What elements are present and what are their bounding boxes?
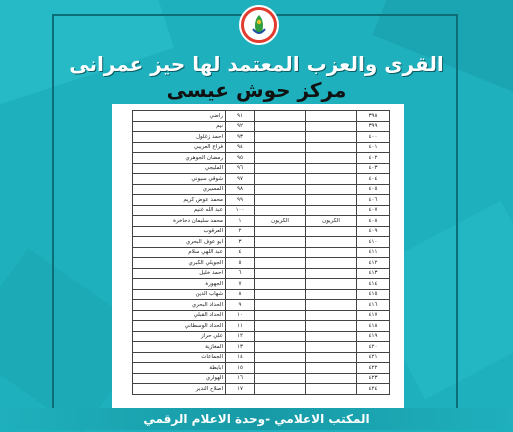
table-row	[133, 163, 390, 174]
row-number-cell: ٤٢٣	[357, 373, 390, 384]
village-cell	[255, 373, 306, 384]
row-number-cell: ٤٠٥	[357, 184, 390, 195]
district-cell	[306, 195, 357, 206]
hamlet-name-cell: الحداد البحري	[133, 300, 226, 311]
governorate-emblem-icon	[239, 5, 279, 45]
page-subtitle: مركز حوش عيسى	[166, 78, 347, 102]
row-number-cell: ٤٢٢	[357, 363, 390, 374]
table-row	[133, 111, 390, 122]
serial-cell: ٨	[226, 289, 255, 300]
village-cell	[255, 184, 306, 195]
serial-cell: ٧	[226, 279, 255, 290]
row-number-cell: ٤٠٢	[357, 153, 390, 164]
table-row	[133, 342, 390, 353]
serial-cell: ٤	[226, 247, 255, 258]
serial-cell: ٩٨	[226, 184, 255, 195]
hamlet-name-cell: الجويلي الكبري	[133, 258, 226, 269]
row-number-cell: ٤١٦	[357, 300, 390, 311]
hamlet-name-cell: الجهورة	[133, 279, 226, 290]
table-row	[133, 268, 390, 279]
district-cell	[306, 352, 357, 363]
row-number-cell: ٤٠١	[357, 142, 390, 153]
serial-cell: ٩	[226, 300, 255, 311]
hamlet-name-cell: الحداد الوسطاني	[133, 321, 226, 332]
hamlet-name-cell: محمد سليمان دحاخرة	[133, 216, 226, 227]
page-title: القرى والعزب المعتمد لها حيز عمرانى	[69, 52, 444, 76]
table-row	[133, 237, 390, 248]
serial-cell: ١٠٠	[226, 205, 255, 216]
table-row	[133, 258, 390, 269]
hamlet-name-cell: راضي	[133, 111, 226, 122]
district-cell	[306, 153, 357, 164]
serial-cell: ٩٦	[226, 163, 255, 174]
document-sheet	[112, 104, 404, 410]
serial-cell: ٢	[226, 226, 255, 237]
village-cell	[255, 132, 306, 143]
serial-cell: ٩١	[226, 111, 255, 122]
district-cell	[306, 163, 357, 174]
hamlet-name-cell: احمد زغلول	[133, 132, 226, 143]
row-number-cell: ٤٢٠	[357, 342, 390, 353]
row-number-cell: ٤٢١	[357, 352, 390, 363]
serial-cell: ١٠	[226, 310, 255, 321]
hamlet-name-cell: الحداد القبلي	[133, 310, 226, 321]
hamlet-name-cell: عبد الله غنيم	[133, 205, 226, 216]
district-cell	[306, 237, 357, 248]
table-row	[133, 153, 390, 164]
table-row	[133, 205, 390, 216]
table-row	[133, 300, 390, 311]
footer-caption: المكتب الاعلامي -وحدة الاعلام الرقمي	[0, 408, 513, 430]
village-cell	[255, 300, 306, 311]
hamlet-name-cell: ابو عوف البحري	[133, 237, 226, 248]
serial-cell: ١٢	[226, 331, 255, 342]
serial-cell: ١٦	[226, 373, 255, 384]
serial-cell: ١	[226, 216, 255, 227]
table-row	[133, 321, 390, 332]
row-number-cell: ٤٠٣	[357, 163, 390, 174]
table-row	[133, 216, 390, 227]
district-cell	[306, 363, 357, 374]
hamlet-name-cell: فراج العريبي	[133, 142, 226, 153]
village-cell: الكريون	[255, 216, 306, 227]
village-cell	[255, 342, 306, 353]
village-cell	[255, 258, 306, 269]
district-cell	[306, 321, 357, 332]
serial-cell: ٣	[226, 237, 255, 248]
village-cell	[255, 331, 306, 342]
village-cell	[255, 163, 306, 174]
serial-cell: ٩٧	[226, 174, 255, 185]
hamlet-name-cell: المسيري	[133, 184, 226, 195]
district-cell	[306, 384, 357, 395]
table-row	[133, 289, 390, 300]
row-number-cell: ٤٢٤	[357, 384, 390, 395]
serial-cell: ١٤	[226, 352, 255, 363]
village-cell	[255, 321, 306, 332]
district-cell	[306, 247, 357, 258]
table-row	[133, 352, 390, 363]
row-number-cell: ٤١٥	[357, 289, 390, 300]
district-cell	[306, 258, 357, 269]
district-cell	[306, 342, 357, 353]
row-number-cell: ٤١٣	[357, 268, 390, 279]
hamlet-name-cell: عبد اللهي سلام	[133, 247, 226, 258]
serial-cell: ٩٣	[226, 132, 255, 143]
row-number-cell: ٣٩٨	[357, 111, 390, 122]
table-row	[133, 195, 390, 206]
row-number-cell: ٤١٨	[357, 321, 390, 332]
village-cell	[255, 142, 306, 153]
hamlet-name-cell: العرقوب	[133, 226, 226, 237]
village-cell	[255, 153, 306, 164]
village-cell	[255, 195, 306, 206]
table-row	[133, 121, 390, 132]
village-cell	[255, 247, 306, 258]
village-cell	[255, 237, 306, 248]
serial-cell: ١٣	[226, 342, 255, 353]
district-cell	[306, 142, 357, 153]
row-number-cell: ٣٩٩	[357, 121, 390, 132]
table-row	[133, 373, 390, 384]
district-cell	[306, 279, 357, 290]
hamlet-name-cell: المغازية	[133, 342, 226, 353]
hamlet-name-cell: رمضان الجوهري	[133, 153, 226, 164]
district-cell	[306, 300, 357, 311]
village-cell	[255, 121, 306, 132]
hamlet-name-cell: الجماعات	[133, 352, 226, 363]
hamlet-name-cell: المليجي	[133, 163, 226, 174]
village-cell	[255, 352, 306, 363]
district-cell	[306, 132, 357, 143]
district-cell	[306, 310, 357, 321]
serial-cell: ١٥	[226, 363, 255, 374]
hamlet-name-cell: علي حراز	[133, 331, 226, 342]
row-number-cell: ٤١٩	[357, 331, 390, 342]
serial-cell: ٦	[226, 268, 255, 279]
table-row	[133, 331, 390, 342]
row-number-cell: ٤٠٤	[357, 174, 390, 185]
district-cell	[306, 174, 357, 185]
table-row	[133, 142, 390, 153]
district-cell	[306, 184, 357, 195]
row-number-cell: ٤١١	[357, 247, 390, 258]
village-cell	[255, 205, 306, 216]
district-cell	[306, 121, 357, 132]
villages-table	[132, 110, 390, 395]
village-cell	[255, 363, 306, 374]
hamlet-name-cell: نيم	[133, 121, 226, 132]
row-number-cell: ٤١٧	[357, 310, 390, 321]
row-number-cell: ٤٠٩	[357, 226, 390, 237]
table-row	[133, 384, 390, 395]
hamlet-name-cell: اصلاح الندير	[133, 384, 226, 395]
serial-cell: ٥	[226, 258, 255, 269]
table-row	[133, 279, 390, 290]
village-cell	[255, 111, 306, 122]
row-number-cell: ٤٠٨	[357, 216, 390, 227]
serial-cell: ٩٢	[226, 121, 255, 132]
district-cell	[306, 226, 357, 237]
district-cell	[306, 268, 357, 279]
village-cell	[255, 268, 306, 279]
serial-cell: ٩٩	[226, 195, 255, 206]
row-number-cell: ٤٠٠	[357, 132, 390, 143]
district-cell	[306, 289, 357, 300]
village-cell	[255, 384, 306, 395]
district-cell	[306, 111, 357, 122]
table-row	[133, 363, 390, 374]
village-cell	[255, 289, 306, 300]
village-cell	[255, 310, 306, 321]
district-cell	[306, 205, 357, 216]
table-row	[133, 174, 390, 185]
village-cell	[255, 174, 306, 185]
district-cell: الكريون	[306, 216, 357, 227]
table-row	[133, 184, 390, 195]
serial-cell: ٩٥	[226, 153, 255, 164]
row-number-cell: ٤١٢	[357, 258, 390, 269]
serial-cell: ١١	[226, 321, 255, 332]
district-cell	[306, 331, 357, 342]
district-cell	[306, 373, 357, 384]
row-number-cell: ٤١٠	[357, 237, 390, 248]
table-row	[133, 226, 390, 237]
hamlet-name-cell: احمد خليل	[133, 268, 226, 279]
serial-cell: ٩٤	[226, 142, 255, 153]
hamlet-name-cell: محمد عوض كريم	[133, 195, 226, 206]
row-number-cell: ٤٠٦	[357, 195, 390, 206]
hamlet-name-cell: ابايطة	[133, 363, 226, 374]
table-row	[133, 132, 390, 143]
row-number-cell: ٤١٤	[357, 279, 390, 290]
table-row	[133, 247, 390, 258]
village-cell	[255, 226, 306, 237]
serial-cell: ١٧	[226, 384, 255, 395]
hamlet-name-cell: شهاب الدين	[133, 289, 226, 300]
hamlet-name-cell: الهواري	[133, 373, 226, 384]
hamlet-name-cell: شوقي سيوني	[133, 174, 226, 185]
table-row	[133, 310, 390, 321]
village-cell	[255, 279, 306, 290]
row-number-cell: ٤٠٧	[357, 205, 390, 216]
